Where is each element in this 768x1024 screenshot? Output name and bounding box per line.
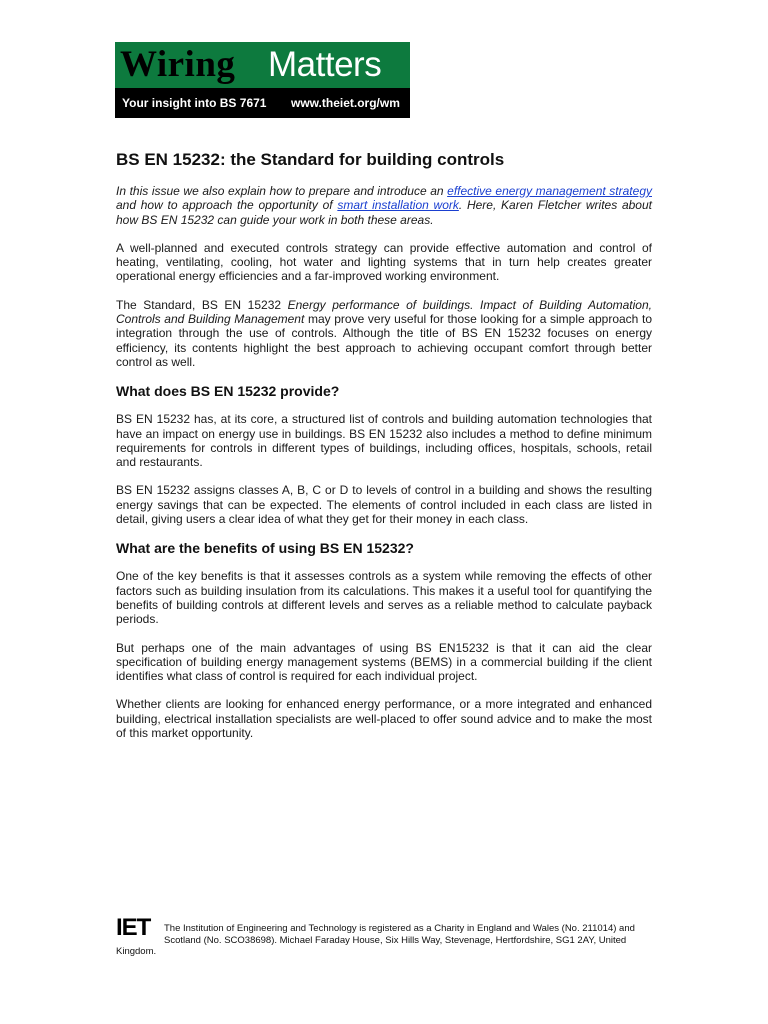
paragraph-key-benefits: One of the key benefits is that it assesses controls as a system while removing the effects of other factors such as building insulation from its calculations. This makes it a useful tool for quantifying the benefits of building controls at different levels and serves as a reliable method to calculate payback periods.	[116, 569, 652, 627]
paragraph-standard	[116, 298, 652, 369]
page-footer	[116, 916, 652, 958]
heading-benefits: What are the benefits of using BS EN 15232?	[116, 540, 414, 557]
masthead-wiring-text: Wiring	[120, 44, 236, 85]
intro-text-1: In this issue we also explain how to prepare and introduce an	[116, 184, 448, 198]
intro-text-3: . Here, Karen Fletcher writes about how BS EN 15232 can guide your work in both these areas.	[116, 198, 652, 227]
masthead-tagline: Your insight into BS 7671	[122, 96, 267, 110]
standard-text-1: The Standard, BS EN 15232	[116, 297, 288, 312]
paragraph-structured-list: BS EN 15232 has, at its core, a structured list of controls and building automation technologies that have an impact on energy use in buildings. BS EN 15232 also includes a method to define minimum requirements for controls in different types of buildings, including offices, hospitals, schools, retail and restaurants.	[116, 412, 652, 470]
paragraph-clients: Whether clients are looking for enhanced energy performance, or a more integrated and enhanced building, electrical installation specialists are well-placed to offer sound advice and to make the most of this market opportunity.	[116, 697, 652, 741]
article-title: BS EN 15232: the Standard for building controls	[116, 150, 505, 169]
energy-management-strategy-link[interactable]: effective energy management strategy	[447, 184, 652, 198]
masthead-tagline-bar	[115, 88, 410, 118]
intro-paragraph	[116, 184, 652, 227]
intro-text-2: and how to approach the opportunity of	[116, 198, 338, 213]
wiring-matters-masthead	[115, 42, 410, 118]
standard-text-2: may prove very useful for those looking for a simple approach to integration through the use of controls. Although the title of BS EN 15232 focuses on energy efficiency, its contents highlight the best approach to achieving occupant comfort through better control as well.	[116, 312, 652, 369]
paragraph-classes: BS EN 15232 assigns classes A, B, C or D to levels of control in a building and shows the resulting energy savings that can be expected. The elements of control included in each class are listed in detail, giving users a clear idea of what they get for their money in each class.	[116, 483, 652, 527]
smart-installation-work-link[interactable]: smart installation work	[337, 198, 459, 213]
standard-title-italic: Energy performance of buildings. Impact of Building Automation, Controls and Building Management	[116, 297, 652, 327]
masthead-matters-text: Matters	[268, 45, 382, 84]
masthead-url: www.theiet.org/wm	[291, 96, 400, 110]
iet-logo: IET	[116, 914, 151, 941]
footer-charity-text: The Institution of Engineering and Technology is registered as a Charity in England and Wales (No. 211014) and Scotland (No. SCO38698). Michael Faraday House, Six Hills Way, Stevenage, Hertfordshire, SG1 2AY, United Kingdom.	[116, 923, 635, 957]
paragraph-controls-strategy: A well-planned and executed controls strategy can provide effective automation and control of heating, ventilating, cooling, hot water and lighting systems that in turn help creates greater operational energy efficiencies and a far-improved working environment.	[116, 240, 652, 284]
heading-what-provide: What does BS EN 15232 provide?	[116, 383, 340, 400]
article-content	[116, 150, 652, 754]
paragraph-main-advantages: But perhaps one of the main advantages of using BS EN15232 is that it can aid the clear specification of building energy management systems (BEMS) in a commercial building if the client identifies what class of control is required for each individual project.	[116, 640, 652, 684]
masthead-banner	[115, 42, 410, 88]
